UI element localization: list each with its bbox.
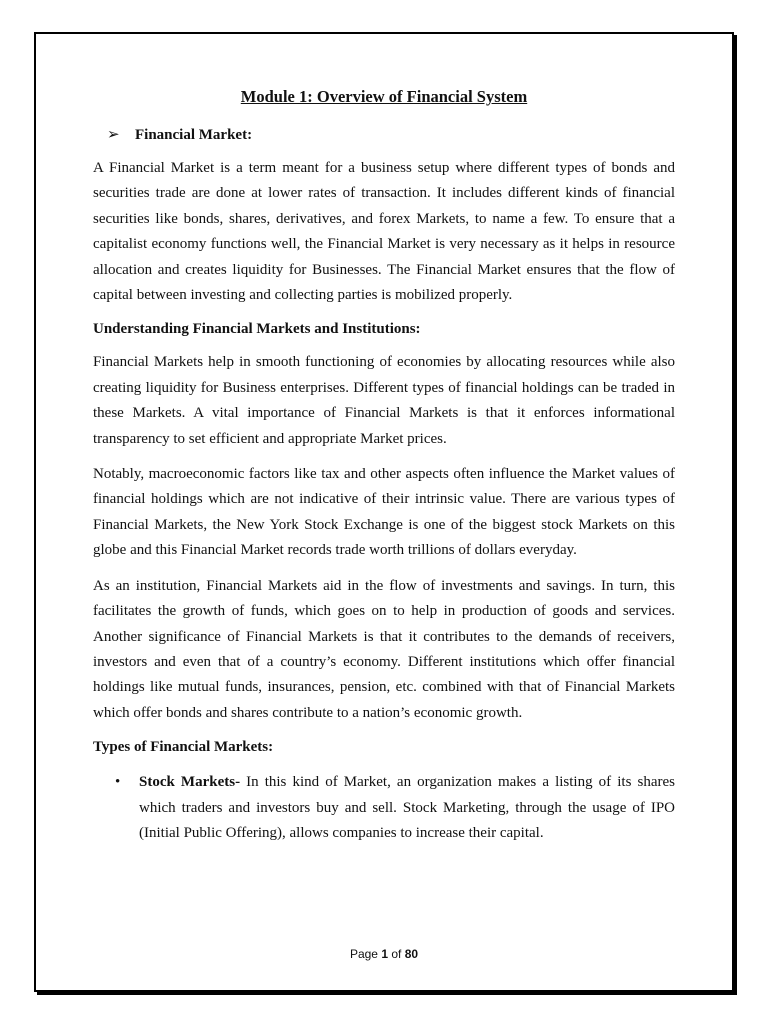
paragraph-3: As an institution, Financial Markets aid in the flow of investments and savings. In turn, this facilitates the growth of funds, which goes on to help in production of goods and services. Another significance of Financial Markets is that it contributes to the demands of receivers, investors and even that of a country’s economy. Different institutions which offer financial holdings like mutual funds, insurances, pension, etc. combined with that of Financial Markets which offer bonds and shares contribute to a nation’s economic growth.	[93, 577, 675, 721]
bullet-text: In this kind of Market, an organization makes a listing of its shares which traders and investors buy and sell. Stock Marketing, through the usage of IPO (Initial Public Offering), allows companies to increase their capital.	[139, 774, 675, 841]
bullet-dot-icon: •	[115, 774, 121, 791]
bullet-lead: Stock Markets-	[139, 774, 241, 791]
document-title: Module 1: Overview of Financial System	[240, 87, 528, 106]
arrow-bullet-icon: ➢	[107, 127, 120, 143]
section-heading-text: Financial Market:	[135, 127, 253, 143]
bullet-item-stock-markets	[93, 770, 675, 846]
current-page: 1	[381, 947, 388, 961]
of-label: of	[391, 947, 402, 961]
intro-paragraph: A Financial Market is a term meant for a business setup where different types of bonds and securities trade are done at lower rates of transaction. It includes different kinds of financial securities like bonds, shares, derivatives, and forex Markets, to name a few. To ensure that a capitalist economy functions well, the Financial Market is very necessary as it helps in resource allocation and creates liquidity for Businesses. The Financial Market ensures that the flow of capital between investing and collecting parties is mobilized properly.	[93, 160, 675, 304]
heading-types: Types of Financial Markets:	[93, 739, 274, 756]
heading-understanding: Understanding Financial Markets and Institutions:	[93, 321, 421, 338]
paragraph-2: Notably, macroeconomic factors like tax and other aspects often influence the Market values of financial holdings which are not indicative of their intrinsic value. There are various types of Financial Markets, the New York Stock Exchange is one of the biggest stock Markets on this globe and this Financial Market records trade worth trillions of dollars everyday.	[93, 466, 675, 559]
section-heading	[107, 124, 675, 146]
paragraph-1: Financial Markets help in smooth functioning of economies by allocating resources while also creating liquidity for Business enterprises. Different types of financial holdings can be traded in these Markets. A vital importance of Financial Markets is that it enforces informational transparency to set efficient and appropriate Market prices.	[93, 354, 675, 447]
page-label: Page	[349, 947, 378, 961]
page-footer	[34, 947, 734, 961]
total-pages: 80	[404, 947, 419, 961]
document-body	[93, 86, 675, 846]
